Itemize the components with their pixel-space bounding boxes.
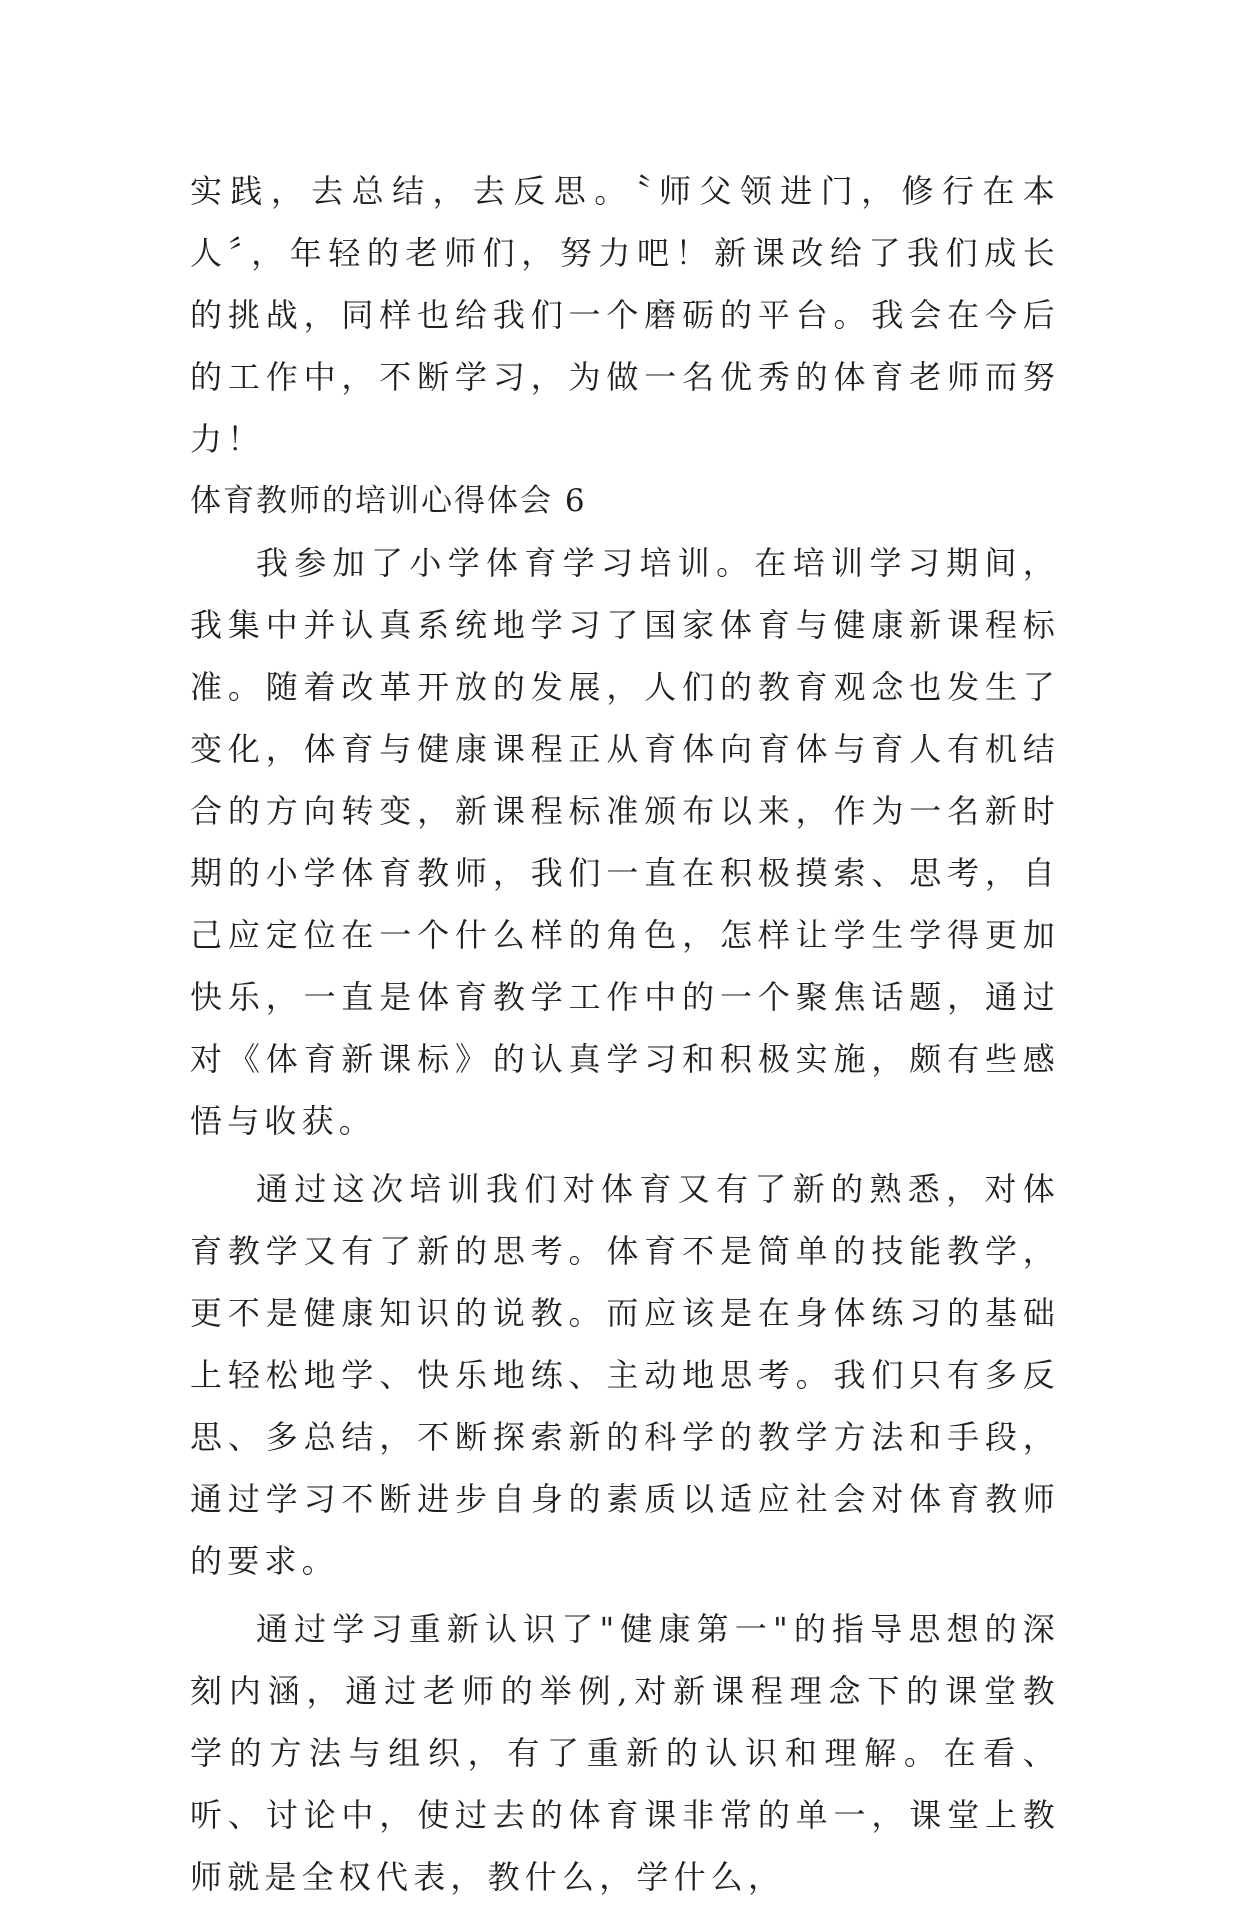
body-paragraph-2: 通过这次培训我们对体育又有了新的熟悉，对体育教学又有了新的思考。体育不是简单的技能教学，更不是健康知识的说教。而应该是在身体练习的基础上轻松地学、快乐地练、主动地思考。我们只有多反思、多总结，不断探索新的科学的教学方法和手段，通过学习不断进步自身的素质以适应社会对体育教师的要求。 <box>190 1170 1060 1580</box>
body-paragraph-3: 通过学习重新认识了"健康第一"的指导思想的深刻内涵，通过老师的举例,对新课程理念下的课堂教学的方法与组织，有了重新的认识和理解。在看、听、讨论中，使过去的体育课非常的单一，课堂上教师就是全权代表，教什么，学什么， <box>190 1610 1060 1896</box>
intro-paragraph: 实践，去总结，去反思。〝师父领进门，修行在本人〞，年轻的老师们，努力吧！新课改给了我们成长的挑战，同样也给我们一个磨砺的平台。我会在今后的工作中，不断学习，为做一名优秀的体育老师而努力！ <box>190 172 1060 458</box>
document-body <box>190 160 1060 1908</box>
section-title: 体育教师的培训心得体会 6 <box>190 483 587 519</box>
body-paragraph-1: 我参加了小学体育学习培训。在培训学习期间，我集中并认真系统地学习了国家体育与健康新课程标准。随着改革开放的发展，人们的教育观念也发生了变化，体育与健康课程正从育体向育体与育人有机结合的方向转变，新课程标准颁布以来，作为一名新时期的小学体育教师，我们一直在积极摸索、思考，自己应定位在一个什么样的角色，怎样让学生学得更加快乐，一直是体育教学工作中的一个聚焦话题，通过对《体育新课标》的认真学习和积极实施，颇有些感悟与收获。 <box>190 544 1060 1140</box>
